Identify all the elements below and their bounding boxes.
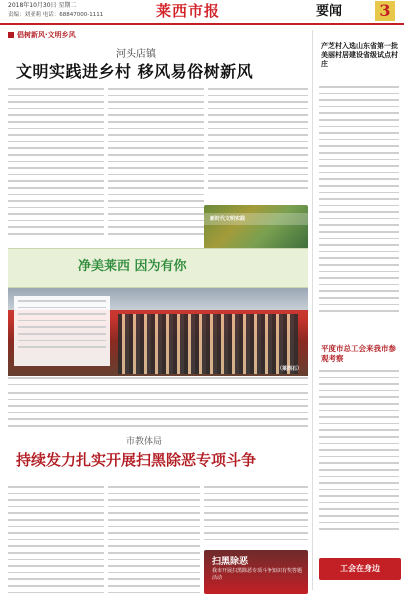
- right-column: [312, 30, 400, 590]
- masthead: [0, 0, 404, 24]
- page-number: 3: [375, 1, 395, 21]
- section-title: 要闻: [316, 4, 343, 19]
- village-banner-photo: [204, 205, 308, 249]
- section-body: [8, 392, 308, 432]
- right-headline-2: 平度市总工会来我市参观考察: [321, 344, 396, 363]
- left-column: [8, 30, 308, 590]
- right-body-1: [319, 86, 399, 336]
- banner-headline: 净美莱西 因为有你: [78, 259, 187, 274]
- volunteer-team-photo: [8, 288, 308, 376]
- green-banner: [8, 248, 308, 288]
- article-subhead: 河头店镇: [116, 49, 156, 60]
- city-headline: 持续发力扎实开展扫黑除恶专项斗争: [16, 451, 257, 469]
- issue-date: 2018年10月30日 星期二: [8, 2, 77, 9]
- ad-text: 我市开展扫黑除恶专项斗争知识有奖答题活动: [212, 568, 303, 581]
- column-tag: [8, 30, 308, 40]
- union-logo: 工会在身边: [319, 558, 401, 580]
- photo-quote-box: [14, 296, 110, 366]
- article-body-col1: [8, 88, 104, 248]
- right-headline-1: 产芝村入选山东省第一批美丽村居建设省级试点村庄: [321, 42, 398, 68]
- photo-caption: [8, 377, 308, 389]
- right-body-2: [319, 370, 399, 550]
- editor-line: 责编：刘亚莉 电话：68847000-1111: [8, 12, 104, 18]
- anti-crime-ad[interactable]: [204, 550, 308, 594]
- village-banner-caption: 新时代文明实践: [210, 216, 246, 222]
- article-body-col2: [108, 88, 204, 248]
- article-body-col3: [208, 88, 308, 200]
- volunteer-group-image: [118, 314, 298, 374]
- photo-credit: （莱西石）: [276, 366, 302, 372]
- tag-square-icon: [8, 32, 14, 38]
- masthead-rule: [0, 23, 404, 25]
- article-headline: 文明实践进乡村 移风易俗树新风: [16, 62, 254, 81]
- newspaper-brand: 莱西市报: [156, 2, 221, 20]
- column-tag-label: 倡树新风·文明乡风: [17, 31, 76, 39]
- ad-title: 扫黑除恶: [212, 557, 249, 567]
- city-subhead: 市教体局: [126, 437, 163, 447]
